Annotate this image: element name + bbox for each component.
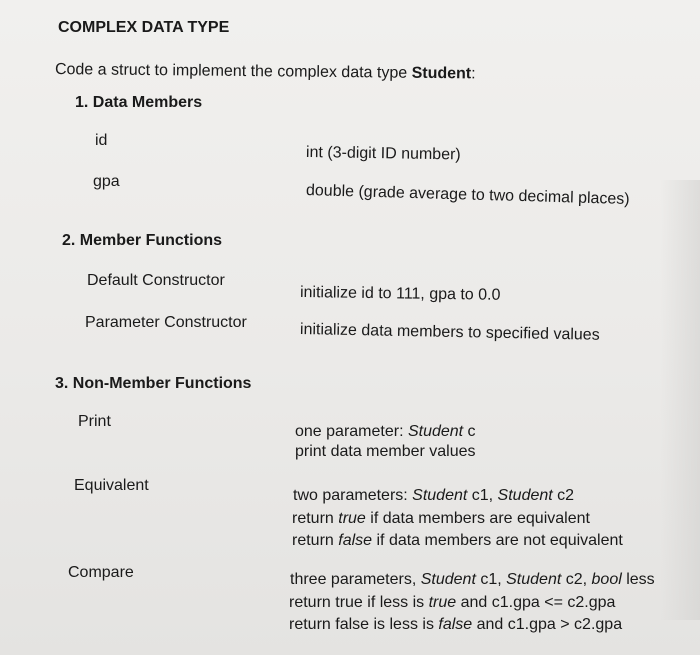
default-constructor-name: Default Constructor bbox=[87, 272, 225, 289]
equivalent-line-1-prefix: two parameters: bbox=[293, 487, 413, 504]
compare-line-3-suffix: and c1.gpa > c2.gpa bbox=[472, 616, 623, 633]
equivalent-line-3-prefix: return bbox=[292, 532, 339, 549]
section-2-heading: 2. Member Functions bbox=[62, 232, 223, 249]
equivalent-line-1-type-1: Student bbox=[412, 487, 468, 504]
compare-line-2-suffix: and c1.gpa <= c2.gpa bbox=[456, 594, 616, 611]
parameter-constructor-name: Parameter Constructor bbox=[85, 314, 247, 331]
equivalent-function-name: Equivalent bbox=[74, 477, 149, 494]
compare-line-1-type-2: Student bbox=[506, 571, 562, 588]
equivalent-line-1-mid: c1, bbox=[467, 487, 498, 504]
compare-line-2 bbox=[289, 595, 615, 611]
equivalent-line-1-type-2: Student bbox=[497, 487, 553, 504]
intro-type-name: Student bbox=[411, 64, 472, 83]
print-line-2: print data member values bbox=[295, 443, 476, 460]
print-line-1-suffix: c bbox=[463, 423, 476, 440]
compare-line-2-prefix: return true if less is bbox=[289, 594, 429, 611]
print-line-1-prefix: one parameter: bbox=[295, 423, 408, 440]
member-id-name: id bbox=[95, 132, 108, 149]
print-line-1-type: Student bbox=[407, 423, 464, 440]
member-gpa-desc: double (grade average to two decimal places) bbox=[305, 182, 630, 209]
compare-line-1-prefix: three parameters, bbox=[290, 571, 421, 588]
compare-line-3-prefix: return false is less is bbox=[289, 616, 439, 633]
compare-line-1-type-1: Student bbox=[420, 571, 476, 588]
compare-line-2-value: true bbox=[428, 594, 457, 611]
equivalent-line-2 bbox=[292, 511, 590, 527]
compare-line-1-type-3: bool bbox=[591, 571, 622, 588]
compare-line-3-value: false bbox=[438, 616, 473, 633]
intro-end: : bbox=[471, 65, 476, 83]
equivalent-line-2-value: true bbox=[338, 510, 366, 527]
equivalent-line-1 bbox=[293, 488, 574, 504]
member-gpa-name: gpa bbox=[93, 173, 120, 190]
print-line-1 bbox=[295, 424, 476, 440]
equivalent-line-1-suffix: c2 bbox=[552, 487, 575, 504]
intro-text: Code a struct to implement the complex data type bbox=[54, 61, 412, 82]
parameter-constructor-desc: initialize data members to specified values bbox=[299, 321, 600, 344]
compare-line-1-suffix: less bbox=[621, 571, 655, 588]
compare-line-1-mid-2: c2, bbox=[561, 571, 592, 588]
compare-line-1-mid-1: c1, bbox=[475, 571, 507, 588]
equivalent-line-2-suffix: if data members are equivalent bbox=[365, 510, 590, 527]
section-3-heading: 3. Non-Member Functions bbox=[55, 375, 252, 392]
equivalent-line-3 bbox=[292, 533, 623, 549]
equivalent-line-2-prefix: return bbox=[292, 510, 339, 527]
compare-line-3 bbox=[289, 617, 622, 633]
intro-line bbox=[55, 62, 476, 82]
equivalent-line-3-suffix: if data members are not equivalent bbox=[372, 532, 623, 549]
page-shadow bbox=[660, 180, 700, 620]
equivalent-line-3-value: false bbox=[338, 532, 373, 549]
compare-line-1 bbox=[290, 572, 655, 588]
member-id-desc: int (3-digit ID number) bbox=[305, 144, 461, 164]
compare-function-name: Compare bbox=[68, 564, 134, 581]
page-title: COMPLEX DATA TYPE bbox=[58, 19, 230, 36]
default-constructor-desc: initialize id to 111, gpa to 0.0 bbox=[299, 284, 501, 304]
section-1-heading: 1. Data Members bbox=[75, 94, 203, 111]
print-function-name: Print bbox=[78, 413, 111, 430]
